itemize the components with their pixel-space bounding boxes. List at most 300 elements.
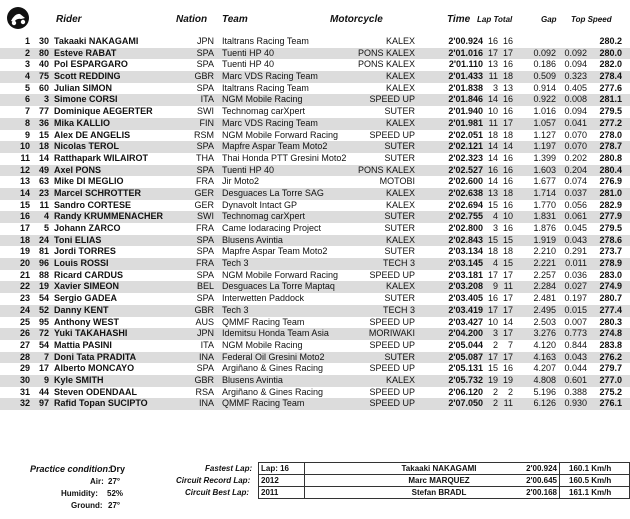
rider-name: Mike DI MEGLIO (54, 176, 124, 187)
team-name: Technomag carXpert (222, 211, 306, 222)
team-name: Tech 3 (222, 304, 249, 315)
gap-previous: 0.011 (565, 258, 587, 269)
top-speed: 278.7 (599, 141, 622, 152)
position: 28 (19, 351, 30, 362)
best-lap: 14 (487, 152, 498, 163)
circuit-best-lap-label: Circuit Best Lap: (185, 488, 250, 497)
gap-previous: 0.061 (564, 211, 587, 222)
gap-previous: 0.037 (564, 187, 587, 198)
best-lap: 19 (487, 374, 498, 385)
motorcycle: SUTER (384, 152, 415, 163)
position: 16 (19, 211, 30, 222)
table-row (0, 71, 630, 83)
position: 27 (19, 339, 30, 350)
nation: RSM (194, 129, 214, 140)
header-team: Team (222, 14, 248, 25)
lap-time: 2'03.427 (448, 316, 483, 327)
motorcycle: PONS KALEX (357, 47, 415, 58)
gap-previous: 0.070 (564, 141, 587, 152)
top-speed: 277.2 (599, 117, 622, 128)
top-speed: 282.9 (599, 199, 622, 210)
rider-name: Esteve RABAT (54, 47, 117, 58)
nation: JPN (196, 36, 214, 46)
lap-time: 2'02.121 (448, 141, 483, 152)
humidity-value: 52% (107, 489, 124, 498)
rider-number: 88 (38, 269, 49, 280)
position: 7 (24, 106, 30, 117)
top-speed: 280.2 (599, 36, 622, 46)
position: 9 (24, 129, 30, 140)
motorcycle: KALEX (385, 374, 415, 385)
motorcycle: KALEX (385, 187, 415, 198)
lap-time: 2'02.600 (448, 176, 483, 187)
team-name: NGM Mobile Forward Racing (222, 129, 339, 140)
table-row (0, 398, 630, 410)
rider-number: 3 (43, 94, 49, 105)
gap-previous: 0.036 (564, 269, 587, 280)
lap-time: 2'02.051 (448, 129, 483, 140)
rider-name: Nicolas TEROL (54, 141, 120, 152)
total-laps: 7 (507, 339, 513, 350)
motorcycle: KALEX (385, 281, 415, 292)
table-row (0, 305, 630, 317)
table-row (0, 36, 630, 48)
position: 26 (19, 328, 30, 339)
total-laps: 17 (502, 351, 513, 362)
gap-previous: 0.388 (564, 386, 587, 397)
rider-number: 77 (38, 106, 49, 117)
total-laps: 2 (507, 386, 513, 397)
motorcycle: SPEED UP (369, 129, 415, 140)
rider-number: 54 (38, 293, 49, 304)
total-laps: 11 (503, 398, 513, 409)
table-row (0, 317, 630, 329)
table-row (0, 340, 630, 352)
total-laps: 18 (502, 246, 513, 257)
practice-condition-label: Practice condition: (30, 464, 112, 474)
gap-first: 2.495 (533, 304, 556, 315)
total-laps: 18 (502, 129, 513, 140)
gap-first: 1.770 (533, 199, 556, 210)
gap-first: 1.399 (533, 152, 556, 163)
gap-previous: 0.044 (564, 363, 587, 374)
top-speed: 279.7 (599, 363, 622, 374)
total-laps: 16 (502, 152, 513, 163)
best-lap: 3 (492, 82, 498, 93)
table-row (0, 165, 630, 177)
header-gap: Gap (541, 15, 557, 24)
total-laps: 17 (502, 269, 513, 280)
lap-time: 2'01.981 (448, 117, 483, 128)
table-row (0, 293, 630, 305)
rider-number: 96 (38, 258, 49, 269)
team-name: Interwetten Paddock (222, 293, 305, 304)
lap-time: 2'01.838 (448, 82, 483, 93)
position: 18 (19, 234, 30, 245)
team-name: Technomag carXpert (222, 106, 306, 117)
rider-number: 23 (38, 187, 49, 198)
top-speed: 278.0 (599, 129, 622, 140)
lap-time: 2'02.323 (448, 152, 483, 163)
top-speed: 277.6 (599, 82, 622, 93)
team-name: Tech 3 (222, 258, 249, 269)
top-speed: 283.8 (599, 339, 622, 350)
rider-number: 19 (38, 281, 49, 292)
position: 15 (19, 199, 30, 210)
table-row (0, 235, 630, 247)
total-laps: 13 (502, 82, 513, 93)
gap-first: 1.831 (533, 211, 556, 222)
nation: RSA (195, 386, 214, 397)
rider-name: Marcel SCHROTTER (54, 187, 142, 198)
lap-time: 2'01.110 (448, 59, 483, 70)
team-name: Tuenti HP 40 (222, 164, 275, 175)
motorcycle: PONS KALEX (357, 59, 415, 70)
best-lap: 4 (492, 211, 498, 222)
record-time: 2'00.645 (526, 476, 557, 485)
lap-time: 2'02.755 (448, 211, 483, 222)
gap-previous: 0.291 (564, 246, 587, 257)
gap-previous: 0.045 (564, 223, 587, 233)
best-lap: 11 (488, 117, 498, 128)
motorcycle: SUTER (384, 141, 415, 152)
best-lap: 11 (488, 71, 498, 82)
gap-previous: 0.041 (564, 117, 587, 128)
motorcycle: MORIWAKI (368, 328, 415, 339)
lap-time: 2'03.405 (448, 293, 483, 304)
record-time: 2'00.924 (526, 464, 557, 473)
record-rider: Takaaki NAKAGAMI (401, 464, 477, 473)
gap-previous: 0.202 (564, 152, 587, 163)
ground-label: Ground: (71, 501, 103, 510)
lap-time: 2'03.181 (448, 269, 483, 280)
record-speed: 161.1 Km/h (569, 488, 612, 497)
position: 19 (19, 246, 30, 257)
nation: FRA (196, 223, 214, 233)
record-row-circuit-record (259, 475, 629, 487)
best-lap: 13 (487, 187, 498, 198)
best-lap: 14 (487, 94, 498, 105)
gap-previous: 0.043 (564, 234, 587, 245)
lap-time: 2'02.843 (448, 234, 483, 245)
gap-previous: 0.027 (564, 281, 587, 292)
lap-time: 2'02.800 (448, 223, 483, 233)
total-laps: 18 (502, 71, 513, 82)
team-name: Blusens Avintia (222, 374, 283, 385)
motorcycle: SUTER (384, 211, 415, 222)
nation: ITA (200, 339, 214, 350)
nation: SPA (196, 141, 214, 152)
position: 22 (19, 281, 30, 292)
motorcycle: SUTER (384, 246, 415, 257)
record-row-fastest (259, 463, 629, 475)
nation: FRA (196, 176, 214, 187)
table-row (0, 118, 630, 130)
lap-time: 2'01.016 (448, 47, 483, 58)
table-row (0, 352, 630, 364)
gap-previous: 0.930 (564, 398, 587, 409)
lap-time: 2'05.732 (448, 374, 483, 385)
position: 5 (24, 82, 30, 93)
gap-previous: 0.007 (564, 316, 587, 327)
team-name: QMMF Racing Team (222, 316, 305, 327)
nation: SPA (196, 246, 214, 257)
rider-number: 97 (38, 398, 49, 409)
gap-previous: 0.043 (564, 351, 587, 362)
rider-number: 52 (38, 304, 49, 315)
lap-time: 2'01.846 (448, 94, 483, 105)
lap-time: 2'07.050 (448, 398, 483, 409)
rider-number: 81 (38, 246, 49, 257)
humidity-label: Humidity: (61, 489, 98, 498)
rider-number: 24 (38, 234, 49, 245)
best-lap: 15 (487, 234, 498, 245)
team-name: Mapfre Aspar Team Moto2 (222, 141, 328, 152)
gap-first: 1.057 (533, 117, 556, 128)
top-speed: 273.7 (599, 246, 622, 257)
lap-time: 2'02.527 (448, 164, 483, 175)
top-speed: 276.9 (599, 176, 622, 187)
nation: GER (194, 199, 214, 210)
rider-number: 36 (38, 117, 49, 128)
rider-name: Simone CORSI (54, 94, 118, 105)
gap-first: 1.016 (533, 106, 556, 117)
rider-name: Johann ZARCO (54, 223, 121, 233)
record-info: 2011 (261, 488, 279, 497)
best-lap: 18 (487, 246, 498, 257)
rider-name: Axel PONS (54, 164, 102, 175)
gap-previous: 0.056 (564, 199, 587, 210)
top-speed: 279.5 (599, 106, 622, 117)
gap-first: 1.919 (533, 234, 556, 245)
best-lap: 17 (487, 269, 498, 280)
rider-number: 72 (38, 328, 49, 339)
total-laps: 16 (502, 164, 513, 175)
table-row (0, 59, 630, 71)
motorcycle: KALEX (385, 234, 415, 245)
team-name: Dynavolt Intact GP (222, 199, 298, 210)
top-speed: 281.0 (599, 187, 622, 198)
nation: SPA (196, 363, 214, 374)
top-speed: 280.3 (599, 316, 622, 327)
gap-first: 2.257 (533, 269, 556, 280)
record-speed: 160.1 Km/h (569, 464, 612, 473)
team-name: Mapfre Aspar Team Moto2 (222, 246, 328, 257)
team-name: Federal Oil Gresini Moto2 (222, 351, 325, 362)
motorcycle: SPEED UP (369, 386, 415, 397)
table-row (0, 141, 630, 153)
rider-name: Mika KALLIO (54, 117, 111, 128)
gap-first: 1.876 (533, 223, 556, 233)
gap-first: 1.714 (533, 187, 556, 198)
table-row (0, 176, 630, 188)
total-laps: 16 (502, 59, 513, 70)
practice-condition-value: Dry (110, 464, 126, 474)
position: 25 (19, 316, 30, 327)
team-name: Italtrans Racing Team (222, 82, 309, 93)
total-laps: 18 (502, 187, 513, 198)
motorcycle: SUTER (384, 106, 415, 117)
team-name: Desguaces La Torre Maptaq (222, 281, 335, 292)
team-name: NGM Mobile Racing (222, 339, 303, 350)
lap-time: 2'01.940 (448, 106, 483, 117)
circuit-record-lap-label: Circuit Record Lap: (176, 476, 251, 485)
nation: GBR (194, 71, 214, 82)
rider-number: 14 (38, 152, 49, 163)
table-row (0, 246, 630, 258)
position: 10 (19, 141, 30, 152)
header-motorcycle: Motorcycle (330, 14, 383, 25)
motorcycle: SUTER (384, 351, 415, 362)
motorcycle: PONS KALEX (357, 164, 415, 175)
rider-name: Alberto MONCAYO (54, 363, 135, 374)
total-laps: 17 (502, 293, 513, 304)
lap-time: 2'03.419 (448, 304, 483, 315)
nation: SWI (197, 211, 214, 222)
team-name: Tuenti HP 40 (222, 59, 275, 70)
table-row (0, 375, 630, 387)
gap-first: 0.186 (533, 59, 556, 70)
gap-previous: 0.094 (564, 106, 587, 117)
gap-first: 2.221 (533, 258, 556, 269)
gap-first: 2.481 (533, 293, 556, 304)
footer (0, 462, 630, 519)
position: 23 (19, 293, 30, 304)
rider-number: 9 (43, 374, 49, 385)
team-name: Marc VDS Racing Team (222, 71, 318, 82)
results-table (0, 36, 630, 410)
nation: THA (196, 152, 214, 163)
position: 4 (24, 71, 30, 82)
position: 17 (19, 223, 30, 233)
nation: SPA (196, 269, 214, 280)
top-speed: 281.1 (599, 94, 622, 105)
position: 21 (19, 269, 30, 280)
top-speed: 274.9 (599, 281, 622, 292)
record-info: Lap: 16 (261, 464, 290, 473)
best-lap: 10 (487, 106, 498, 117)
best-lap: 9 (492, 281, 498, 292)
table-row (0, 270, 630, 282)
gap-previous: 0.323 (564, 71, 587, 82)
motorcycle: SPEED UP (369, 339, 415, 350)
header-lap-total: Lap Total (477, 15, 513, 24)
gap-previous: 0.092 (564, 47, 587, 58)
gap-first: 4.207 (533, 363, 556, 374)
motorcycle: SPEED UP (369, 398, 415, 409)
gap-previous: 0.094 (564, 59, 587, 70)
best-lap: 2 (492, 339, 498, 350)
rider-name: Anthony WEST (54, 316, 119, 327)
rider-number: 63 (38, 176, 49, 187)
rider-number: 95 (38, 316, 49, 327)
rider-name: Scott REDDING (54, 71, 121, 82)
top-speed: 275.2 (599, 386, 622, 397)
gap-previous: 0.197 (564, 293, 587, 304)
table-row (0, 223, 630, 235)
gap-previous: 0.074 (564, 176, 587, 187)
air-value: 27° (108, 477, 121, 486)
rider-number: 5 (43, 223, 49, 233)
total-laps: 17 (502, 304, 513, 315)
total-laps: 16 (502, 223, 513, 233)
table-row (0, 130, 630, 142)
team-name: Argiñano & Gines Racing (222, 363, 324, 374)
table-row (0, 48, 630, 60)
table-row (0, 200, 630, 212)
gap-first: 5.196 (533, 386, 556, 397)
motorcycle: MOTOBI (379, 176, 415, 187)
gap-first: 1.603 (533, 164, 556, 175)
rider-name: Kyle SMITH (54, 374, 104, 385)
best-lap: 16 (487, 293, 498, 304)
table-row (0, 94, 630, 106)
position: 12 (19, 164, 30, 175)
rider-name: Jordi TORRES (54, 246, 116, 257)
total-laps: 19 (502, 374, 513, 385)
gap-first: 0.509 (533, 71, 556, 82)
nation: INA (198, 351, 214, 362)
total-laps: 14 (502, 316, 513, 327)
top-speed: 278.6 (599, 234, 622, 245)
rider-number: 49 (38, 164, 49, 175)
top-speed: 280.7 (599, 293, 622, 304)
best-lap: 3 (492, 223, 498, 233)
rider-name: Danny KENT (54, 304, 109, 315)
lap-time: 2'05.131 (448, 363, 483, 374)
gap-previous: 0.773 (564, 328, 587, 339)
lap-time: 2'02.694 (448, 199, 483, 210)
rider-number: 11 (39, 199, 49, 210)
motorcycle: KALEX (385, 71, 415, 82)
top-speed: 277.4 (599, 304, 622, 315)
nation: SPA (196, 47, 214, 58)
top-speed: 276.2 (599, 351, 622, 362)
rider-number: 17 (38, 363, 49, 374)
rider-name: Dominique AEGERTER (54, 106, 153, 117)
gap-first: 6.126 (533, 398, 556, 409)
position: 1 (24, 36, 30, 46)
nation: SPA (196, 293, 214, 304)
gap-first: 1.197 (533, 141, 556, 152)
table-row (0, 83, 630, 95)
position: 24 (19, 304, 30, 315)
position: 2 (24, 47, 30, 58)
gap-first: 2.503 (533, 316, 556, 327)
total-laps: 17 (502, 47, 513, 58)
rider-name: Randy KRUMMENACHER (54, 211, 164, 222)
total-laps: 16 (502, 363, 513, 374)
table-header (0, 6, 630, 32)
team-name: Blusens Avintia (222, 234, 283, 245)
best-lap: 17 (487, 351, 498, 362)
rider-name: Sergio GADEA (54, 293, 118, 304)
nation: GER (194, 187, 214, 198)
rider-name: Rafid Topan SUCIPTO (54, 398, 148, 409)
team-name: Idemitsu Honda Team Asia (222, 328, 329, 339)
best-lap: 15 (487, 199, 498, 210)
header-nation: Nation (176, 14, 208, 25)
best-lap: 16 (487, 36, 498, 46)
rider-name: Yuki TAKAHASHI (54, 328, 128, 339)
motorcycle: SUTER (384, 223, 415, 233)
table-row (0, 328, 630, 340)
table-row (0, 281, 630, 293)
record-time: 2'00.168 (526, 488, 557, 497)
motorcycle-logo-icon (6, 6, 30, 30)
lap-time: 2'04.200 (448, 328, 483, 339)
total-laps: 16 (502, 36, 513, 46)
